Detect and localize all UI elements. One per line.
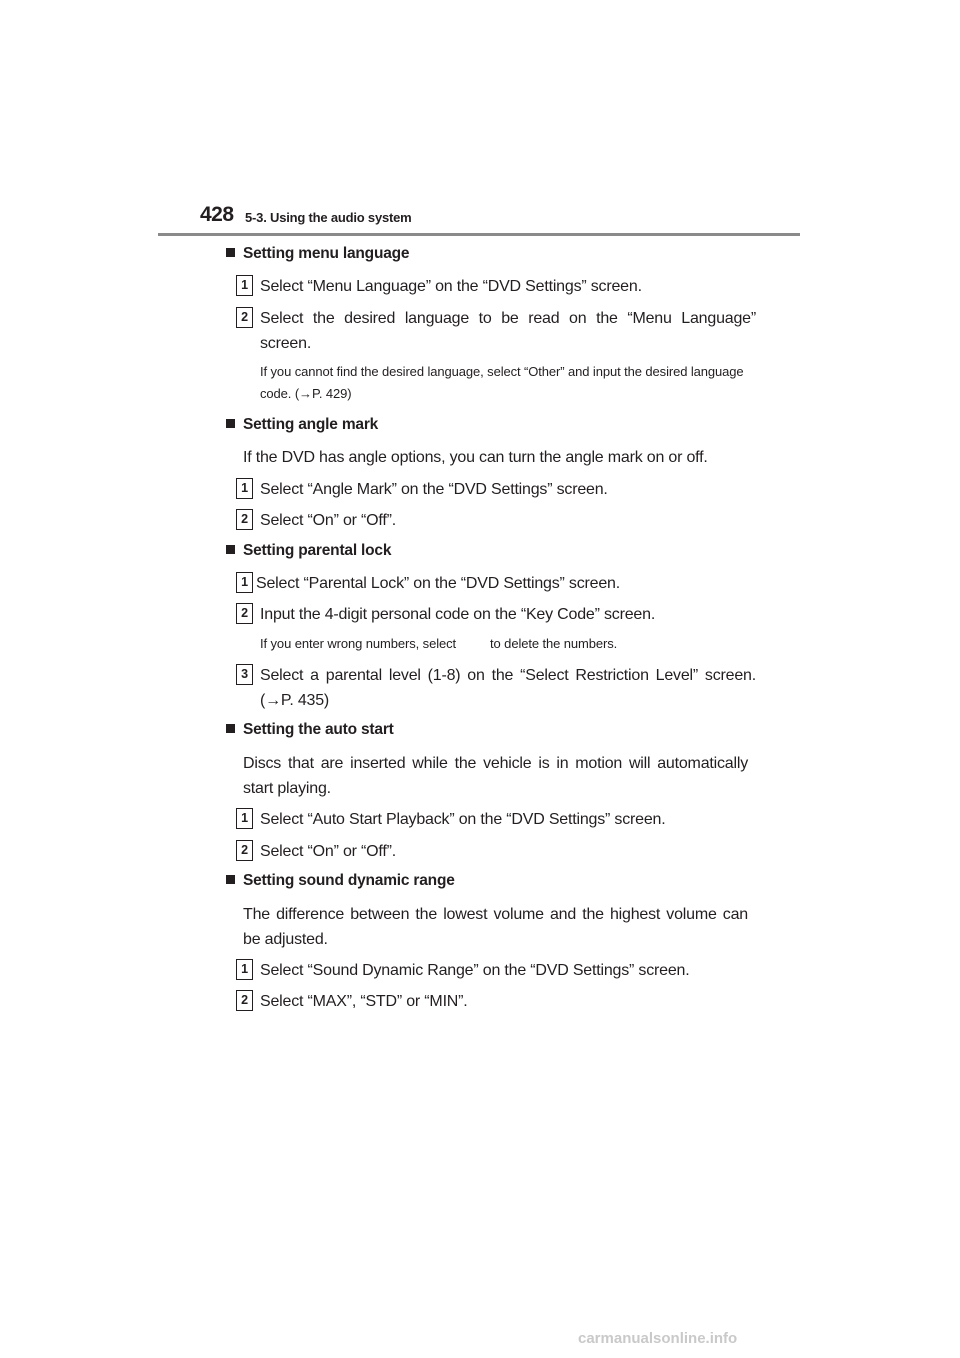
step-parental-lock-3: 3 Select a parental level (1-8) on the “Select Restriction Level” screen. (→P. 435) (236, 663, 756, 713)
step-number-badge: 1 (236, 275, 253, 296)
heading-angle-mark: Setting angle mark (226, 416, 378, 434)
step-number-badge: 1 (236, 572, 253, 593)
heading-auto-start: Setting the auto start (226, 721, 394, 739)
step-number-badge: 1 (236, 478, 253, 499)
heading-menu-language: Setting menu language (226, 245, 409, 263)
step-parental-lock-2: 2 Input the 4-digit personal code on the “Key Code” screen. (236, 602, 756, 627)
step-menu-language-2: 2 Select the desired language to be read on the “Menu Language” screen. (236, 306, 756, 356)
intro-sound-dynamic-range: The difference between the lowest volume and the highest volume can be adjusted. (243, 906, 748, 948)
square-bullet-icon (226, 419, 235, 428)
heading-parental-lock: Setting parental lock (226, 542, 391, 560)
step-sound-dynamic-range-2: 2 Select “MAX”, “STD” or “MIN”. (236, 989, 756, 1014)
step-sound-dynamic-range-1: 1 Select “Sound Dynamic Range” on the “DVD Settings” screen. (236, 958, 756, 983)
step-menu-language-1: 1 Select “Menu Language” on the “DVD Settings” screen. (236, 274, 756, 299)
intro-angle-mark: If the DVD has angle options, you can turn the angle mark on or off. (243, 449, 708, 466)
step-number-badge: 2 (236, 307, 253, 328)
step-parental-lock-1: 1 Select “Parental Lock” on the “DVD Settings” screen. (236, 571, 756, 596)
square-bullet-icon (226, 875, 235, 884)
step-number-badge: 1 (236, 808, 253, 829)
page-number: 428 (200, 203, 234, 226)
step-number-badge: 2 (236, 603, 253, 624)
step-number-badge: 2 (236, 990, 253, 1011)
step-number-badge: 2 (236, 840, 253, 861)
watermark: carmanualsonline.info (578, 1330, 738, 1347)
step-angle-mark-1: 1 Select “Angle Mark” on the “DVD Settings” screen. (236, 477, 756, 502)
step-auto-start-1: 1 Select “Auto Start Playback” on the “DVD Settings” screen. (236, 807, 756, 832)
step-number-badge: 2 (236, 509, 253, 530)
step-angle-mark-2: 2 Select “On” or “Off”. (236, 508, 756, 533)
square-bullet-icon (226, 248, 235, 257)
step-auto-start-2: 2 Select “On” or “Off”. (236, 839, 756, 864)
intro-auto-start: Discs that are inserted while the vehicle is in motion will automatically start playing. (243, 755, 748, 797)
step-number-badge: 1 (236, 959, 253, 980)
header-divider (158, 233, 800, 236)
heading-sound-dynamic-range: Setting sound dynamic range (226, 872, 455, 890)
square-bullet-icon (226, 724, 235, 733)
square-bullet-icon (226, 545, 235, 554)
note-menu-language: If you cannot find the desired language, select “Other” and input the desired language code. (→P. 429) (260, 364, 744, 401)
section-title: 5-3. Using the audio system (245, 210, 412, 225)
note-parental-lock: If you enter wrong numbers, select to delete the numbers. (260, 636, 618, 651)
step-number-badge: 3 (236, 664, 253, 685)
